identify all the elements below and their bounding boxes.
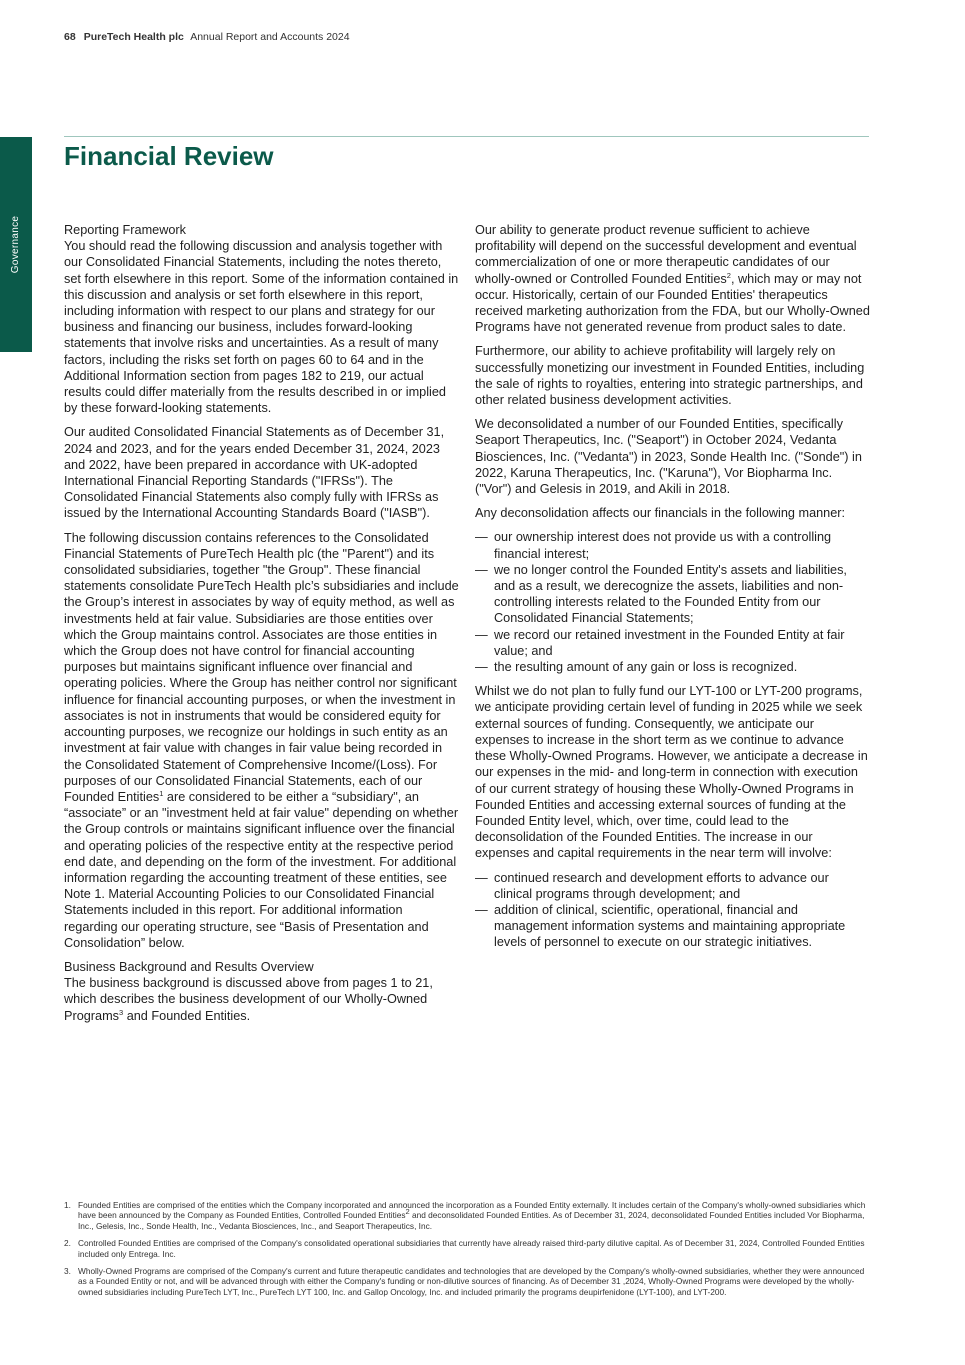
footnote-number: 1. bbox=[64, 1200, 71, 1210]
left-column bbox=[64, 222, 459, 1032]
section-tab-label: Governance bbox=[10, 215, 22, 274]
paragraph: Furthermore, our ability to achieve profitability will largely rely on successfully monetizing our investment in Founded Entities, including the sale of rights to royalties, entering into strategic partnerships, and other related business development activities. bbox=[475, 344, 865, 408]
paragraph: You should read the following discussion and analysis together with our Consolidated Financial Statements, including the notes thereto, set forth elsewhere in this report. Some of the information contained in this discussion and analysis or set forth elsewhere in this report, including information with respect to our plans and strategy for our business and financing our business, includes forward-looking statements that involve risks and uncertainties. As a result of many factors, including the risks set forth on pages 60 to 64 and in the Additional Information section from pages 182 to 219, our actual results could differ materially from the results described in or implied by these forward-looking statements. bbox=[64, 239, 459, 416]
list-item: — we no longer control the Founded Entity's assets and liabilities, and as a result, we derecognize the assets, liabilities and non-controlling interests related to the Founded Entity from our Consolidated Financial Statements; bbox=[475, 562, 870, 627]
heading-reporting-framework: Reporting Framework bbox=[64, 223, 186, 237]
list-item: — our ownership interest does not provide us with a controlling financial interest; bbox=[475, 529, 870, 561]
page-title: Financial Review bbox=[64, 141, 274, 171]
paragraph: Our ability to generate product revenue sufficient to achieve profitability will depend on the successful development and eventual commercialization of one or more therapeutic candidates of our wholly-owned or Controlled Founded Entities$^2$, which may or may not occur. Historically, certain of our Founded Entities' therapeutics received marketing authorization from the FDA, but our Wholly-Owned Programs have not generated revenue from product sales to date. bbox=[475, 223, 870, 335]
expense-items-list bbox=[475, 870, 870, 951]
heading-business-background: Business Background and Results Overview bbox=[64, 959, 314, 974]
list-item: — addition of clinical, scientific, operational, financial and management information systems and maintaining appropriate levels of personnel to execute on our strategic initiatives. bbox=[475, 902, 870, 951]
page-number: 68 bbox=[64, 31, 76, 43]
paragraph: The business background is discussed above from pages 1 to 21, which describes the business development of our Wholly-Owned Programs$^3$ and Founded Entities. bbox=[64, 976, 433, 1023]
paragraph: Whilst we do not plan to fully fund our LYT-100 or LYT-200 programs, we anticipate providing certain level of funding in 2025 while we seek external sources of funding. Consequently, we anticipate our expenses to increase in the short term as we continue to advance these Wholly-Owned Programs. However, we anticipate a decrease in our expenses in the mid- and long-term in connection with execution of our current strategy of housing these Wholly-Owned Programs in Founded Entities and accessing external sources of funding at the Founded Entity level, which, over time, could lead to the deconsolidation of the Founded Entities. The increase in our expenses and capital requirements in the near term will involve: bbox=[475, 684, 868, 861]
footnote-ref: 3 bbox=[119, 1007, 124, 1017]
footnote: 1. Founded Entities are comprised of the entities which the Company incorporated and announced the incorporation as a Founded Entity externally. It includes certain of the Company's wholly-owned subsidiaries which have been announced by the Company as Founded Entities, Controlled Founded Entities$^2$ and deconsolidated Founded Entities. As of December 31, 2024, deconsolidated Founded Entities included Vor Biopharma, Inc., Gelesis, Inc., Sonde Health, Inc., Vedanta Biosciences, Inc., and Seaport Therapeutics, Inc. bbox=[64, 1200, 866, 1231]
report-name: Annual Report and Accounts 2024 bbox=[190, 31, 350, 43]
paragraph: We deconsolidated a number of our Founded Entities, specifically Seaport Therapeutics, Inc. ("Seaport") in October 2024, Vedanta Biosciences, Inc. ("Vedanta") in 2023, Sonde Health Inc. ("Sonde") in 2022, Karuna Therapeutics, Inc. ("Karuna"), Vor Biopharma Inc. ("Vor") and Gelesis in 2019, and Akili in 2018. bbox=[475, 417, 862, 497]
right-column bbox=[475, 222, 870, 959]
footnote-number: 3. bbox=[64, 1266, 71, 1277]
footnote: 2. Controlled Founded Entities are comprised of the Company's consolidated operational subsidiaries that currently have already raised third-party dilutive capital. As of December 31, 2024, Controlled Founded Entities included only Entrega. Inc. bbox=[64, 1238, 865, 1259]
page-header bbox=[64, 31, 350, 43]
deconsolidation-effects-list bbox=[475, 529, 870, 675]
footnote-ref: 2 bbox=[405, 1207, 410, 1217]
footnote-number: 2. bbox=[64, 1238, 71, 1249]
paragraph: The following discussion contains references to the Consolidated Financial Statements of PureTech Health plc (the "Parent") and its consolidated subsidiaries, together "the Group". These financial statements consolidate PureTech Health plc’s subsidiaries and include the Group’s interest in associates by way of equity method, as well as investments held at fair value. Subsidiaries are those entities over which the Group maintains control. Associates are those entities in which the Group does not have control for financial accounting purposes but maintains significant influence over financial and operating policies. Where the Group has neither control nor significant influence for financial accounting purposes, or when the investment in associates is not in instruments that would be considered equity for accounting purposes, we recognize our holdings in such entity as an investment at fair value with changes in fair value being recorded in the Consolidated Statement of Comprehensive Income/(Loss). For purposes of our Consolidated Financial Statements, each of our Founded Entities$^1$ are considered to be either a “subsidiary", an “associate” or an "investment held at fair value" depending on whether the Group controls or maintains significant influence over the financial and operating policies of the respective entity at the respective period end date, and depending on the form of the investment. For additional information regarding the accounting treatment of these entities, see Note 1. Material Accounting Policies to our Consolidated Financial Statements included in this report. For additional information regarding our operating structure, see “Basis of Presentation and Consolidation” below. bbox=[64, 530, 459, 950]
footnotes bbox=[64, 1200, 869, 1304]
footnote-ref: 2 bbox=[726, 270, 731, 280]
list-item: — continued research and development efforts to advance our clinical programs through development; and bbox=[475, 870, 870, 902]
section-tab[interactable] bbox=[0, 137, 32, 352]
paragraph: Any deconsolidation affects our financials in the following manner: bbox=[475, 506, 846, 521]
company-name: PureTech Health plc bbox=[83, 31, 184, 43]
footnote: 3. Wholly-Owned Programs are comprised of the Company's current and future therapeutic candidates and technologies that are developed by the Company's wholly-owned subsidiaries, whether they were announced as a Founded Entity or not, and will be advanced through with either the Company's funding or non-dilutive sources of financing. As of December 31 ,2024, Wholly-Owned Programs were developed by the wholly-owned subsidiaries including PureTech LYT, Inc., PureTech LYT 100, Inc. and Gallop Oncology, Inc. and included primarily the programs deupirfenidone (LYT-100), and LYT-200. bbox=[64, 1266, 865, 1297]
header-divider bbox=[64, 136, 869, 137]
list-item: — we record our retained investment in the Founded Entity at fair value; and bbox=[475, 627, 870, 659]
list-item: — the resulting amount of any gain or loss is recognized. bbox=[475, 659, 870, 675]
footnote-ref: 1 bbox=[159, 788, 164, 798]
paragraph: Our audited Consolidated Financial Statements as of December 31, 2024 and 2023, and for the years ended December 31, 2024, 2023 and 2022, have been prepared in accordance with UK-adopted International Financial Reporting Standards ("IFRSs"). The Consolidated Financial Statements also comply fully with IFRSs as issued by the International Accounting Standards Board ("IASB"). bbox=[64, 425, 445, 521]
